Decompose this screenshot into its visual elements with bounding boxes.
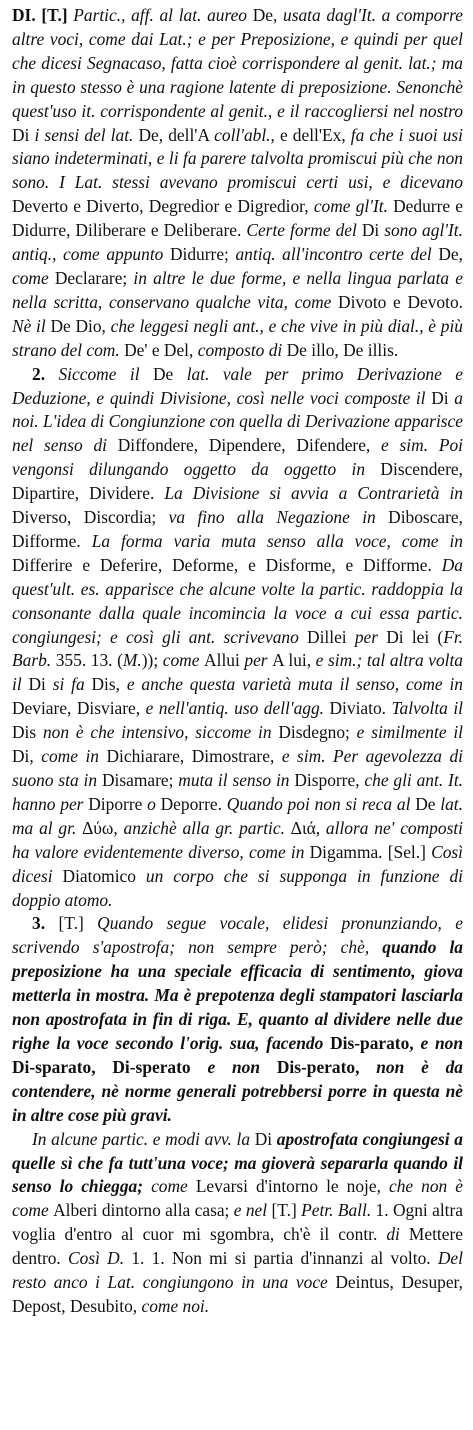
text-segment: De [152, 363, 187, 384]
text-segment: Deviare, Disviare, [12, 698, 146, 719]
text-segment: Levarsi d'intorno le noje, [195, 1176, 389, 1197]
text-segment: Allui [204, 650, 245, 671]
text-segment: a noi. L'idea di Congiunzione con quella di Derivazione apparisce nel senso di [12, 387, 463, 456]
text-segment: Discendere, Dipartire, Dividere. [12, 459, 463, 504]
text-segment: Declarare; [54, 267, 134, 288]
text-segment: M. [122, 650, 142, 671]
text-segment: De [415, 793, 441, 814]
text-segment: Dis-perato, [276, 1056, 377, 1077]
text-segment: Divoto e Devoto. [338, 291, 463, 312]
text-segment: un corpo che si supponga in funzione di doppio atomo. [12, 865, 463, 910]
text-segment: Deverto e Diverto, Degredior e Digredior, [12, 196, 314, 217]
text-segment: sono agl'It. antiq., come appunto [12, 220, 463, 265]
entry-paragraph [12, 912, 463, 1127]
text-segment: come [151, 1176, 196, 1197]
text-segment: Di [254, 1128, 277, 1149]
text-segment: De, [438, 244, 464, 265]
text-segment: Certe forme del [246, 220, 362, 241]
text-segment: Di [431, 387, 455, 408]
text-segment: Di-sparato, Di-sperato [12, 1056, 208, 1077]
text-segment: Digamma. [Sel.] [309, 841, 432, 862]
text-segment: non è da contendere, nè norme generali potrebbersi porre in questa nè in altre cose più gravi. [12, 1056, 464, 1125]
text-segment: Διά, [290, 817, 326, 838]
text-segment: Del resto anco i Lat. congiungono in una voce [12, 1248, 463, 1293]
text-segment: e sim. Poi vengonsi dilungando oggetto da oggetto in [12, 435, 463, 480]
text-segment: Dillei [307, 626, 355, 647]
sense-number: 3. [32, 913, 59, 934]
text-segment: e non [207, 1056, 277, 1077]
entry-paragraph [12, 4, 463, 363]
text-segment: Partic., aff. al lat. aureo [73, 5, 253, 25]
text-segment: che leggesi negli ant., e che vive in più dial., è più strano del com. [12, 315, 463, 360]
entry-paragraph [12, 1128, 463, 1319]
text-segment: e sim.; tal altra volta il [12, 650, 464, 695]
text-segment: [T.] [271, 1200, 302, 1221]
text-segment: Δύω, [82, 817, 124, 838]
text-segment: In alcune partic. e modi avv. la [32, 1128, 255, 1149]
text-segment: Disdegno; [278, 722, 357, 743]
text-segment: Deintus, Desuper, Depost, Desubito, [12, 1272, 463, 1316]
text-segment: De' e Del, [124, 339, 198, 360]
text-segment: come [162, 650, 205, 671]
text-segment: come noi. [141, 1295, 210, 1316]
text-segment: Dis, [91, 674, 127, 695]
text-segment: come [12, 267, 55, 288]
entry-di [12, 4, 463, 1319]
text-segment: Così D. [68, 1248, 132, 1269]
text-segment: Di [361, 220, 385, 241]
text-segment: De, [252, 5, 283, 25]
text-segment: Deporre. [160, 793, 227, 814]
text-segment: e similmente il [356, 722, 463, 743]
text-segment: Talvolta il [391, 698, 463, 719]
text-segment: va fino alla Negazione in [168, 507, 389, 528]
text-segment: anzichè alla gr. partic. [123, 817, 291, 838]
text-segment: Nè il [12, 315, 51, 336]
text-segment: che gli ant. It. hanno per [12, 770, 464, 814]
text-segment: La forma varia muta senso alla voce, come in [91, 530, 463, 551]
text-segment: o [147, 793, 161, 814]
text-segment: Dedurre e Didurre, Diliberare e Deliberare. [12, 196, 464, 241]
text-segment: )); [141, 650, 163, 671]
text-segment: 1. Ogni altra voglia d'entro al cuor mi sgombra, ch'è il contr. [12, 1200, 464, 1245]
text-segment: De, dell'A [138, 124, 215, 145]
text-segment: allora ne' composti ha valore evidentemente diverso, come in [12, 817, 464, 862]
text-segment: come gl'It. [313, 196, 394, 217]
text-segment: Differire e Deferire, Deforme, e Disforme, e Difforme. [12, 554, 442, 575]
text-segment: non è che intensivo, siccome in [42, 722, 279, 743]
text-segment: fa che i suoi usi siano indeterminati, e li fa parere talvolta promiscui più che non sono. I Lat. stessi avevano promiscui certi usi, e dicevano [12, 124, 463, 193]
text-segment: A lui, [272, 650, 316, 671]
text-segment: [T.] [58, 913, 98, 934]
sense-number: 2. [32, 363, 59, 384]
text-segment: Disporre, [294, 770, 365, 790]
text-segment: in altre le due forme, e nella lingua parlata e nella scritta, conservano qualche vita, come [12, 267, 463, 312]
text-segment: Quando segue vocale, elidesi pronunziando, e scrivendo s'apostrofa; non sempre però; chè, [12, 913, 464, 958]
text-segment: Didurre; [169, 244, 236, 265]
text-segment: Di [28, 674, 53, 695]
entry-paragraph [12, 363, 463, 913]
text-segment: Mettere dentro. [12, 1224, 463, 1269]
text-segment: Diporre [88, 793, 148, 814]
text-segment: usata dagl'It. a comporre altre voci, come dai Lat.; e per Preposizione, e quindi per quel che dicesi Segnacaso, fatta cioè corrispondere al genit. lat.; ma in questo stesso è una ragione latente di preposizione. Senonchè quest'uso it. corrispondente al genit., e il raccogliersi nel nostro [12, 5, 463, 121]
text-segment: Alberi dintorno alla casa; [53, 1200, 234, 1221]
text-segment: Così dicesi [12, 841, 463, 886]
text-segment: e non [420, 1032, 464, 1053]
text-segment: e sim. Per agevolezza di suono sta in [12, 746, 464, 790]
text-segment: lat. vale per primo Derivazione e Deduzione, e quindi Divisione, così nelle voci composte il [12, 363, 463, 408]
text-segment: Siccome il [58, 363, 153, 384]
text-segment: per [244, 650, 273, 671]
text-segment: per [354, 626, 387, 647]
text-segment: e nell'antiq. uso dell'agg. [145, 698, 330, 719]
text-segment: 355. 13. ( [55, 650, 123, 671]
text-segment: La Divisione si avvia a Contrarietà in [164, 483, 463, 504]
text-segment: De illo, De illis. [286, 339, 399, 360]
text-segment: e dell'Ex, [279, 124, 351, 145]
text-segment: Diviato. [329, 698, 392, 719]
text-segment: DI. [T.] [12, 5, 74, 25]
text-segment: apostrofata congiungesi a quelle sì che fa tutt'una voce; ma gioverà separarla quando il senso lo chiegga; [12, 1128, 463, 1197]
text-segment: e nel [233, 1200, 272, 1221]
text-segment: Diverso, Discordia; [12, 507, 169, 528]
text-segment: Dis [12, 722, 43, 743]
text-segment: i sensi del lat. [34, 124, 139, 145]
text-segment: Diboscare, Difforme. [12, 507, 463, 551]
text-segment: Fr. Barb. [12, 626, 464, 671]
text-segment: Dis-parato, [330, 1032, 421, 1053]
text-segment: Da quest'ult. es. apparisce che alcune volte la partic. raddoppia la consonante dalla quale incomincia la voce a cui essa partic. congiungesi; e così gli ant. scrivevano [12, 554, 463, 647]
text-segment: coll'abl., [214, 124, 280, 145]
text-segment: Di lei ( [386, 626, 444, 647]
text-segment: Quando poi non si reca al [226, 793, 416, 814]
text-segment: De Dio, [50, 315, 111, 336]
text-segment: Di [12, 124, 35, 145]
text-segment: come in [41, 746, 107, 767]
text-segment: Diffondere, Dipendere, Difendere, [117, 435, 382, 456]
text-segment: e anche questa varietà muta il senso, come in [126, 674, 464, 695]
text-segment: lat. ma al gr. [12, 793, 463, 838]
text-segment: che non è come [12, 1176, 464, 1221]
text-segment: si fa [52, 674, 92, 695]
text-segment: 1. 1. Non mi si partia d'innanzi al volto. [131, 1248, 438, 1269]
text-segment: antiq. all'incontro certe del [235, 244, 439, 265]
text-segment: Dichiarare, Dimostrare, [106, 746, 282, 767]
text-segment: muta il senso in [178, 770, 295, 790]
text-segment: composto di [197, 339, 287, 360]
text-segment: quando la preposizione ha una speciale efficacia di sentimento, giova metterla in mostra. Ma è prepotenza degli stampatori lasciarla non apostrofata in fin di riga. E, quanto al dividere nelle due righe la voce secondo l'orig. sua, facendo [12, 937, 464, 1053]
text-segment: Di, [12, 746, 42, 767]
text-segment: di [386, 1224, 409, 1245]
text-segment: Diatomico [62, 865, 146, 886]
text-segment: Disamare; [101, 770, 179, 790]
text-segment: Petr. Ball. [301, 1200, 376, 1221]
